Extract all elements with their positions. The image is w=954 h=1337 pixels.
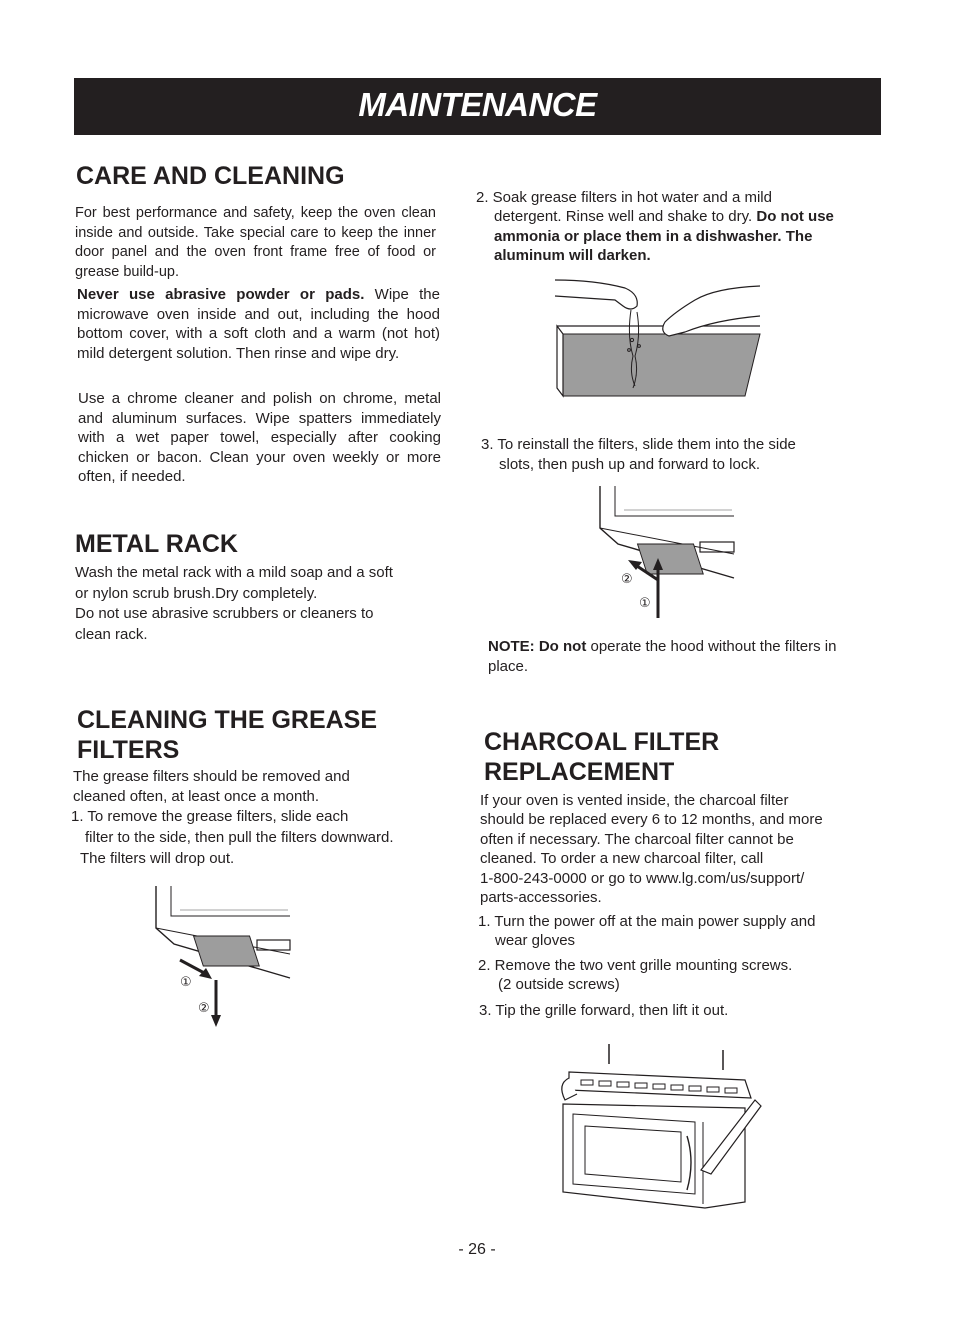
charcoal-contact-line: parts-accessories. xyxy=(480,889,602,906)
care-warning: Never use abrasive powder or pads. xyxy=(77,286,365,303)
charcoal-heading-line-2: REPLACEMENT xyxy=(484,758,675,786)
charcoal-step-1-line: 1. Turn the power off at the main power supply and xyxy=(478,913,816,930)
grease-heading-line-2: FILTERS xyxy=(77,736,180,764)
grease-intro-line: cleaned often, at least once a month. xyxy=(73,788,319,805)
charcoal-intro-line: often if necessary. The charcoal filter cannot be xyxy=(480,831,794,848)
step-marker-2: ② xyxy=(621,572,633,587)
charcoal-step-2-line: (2 outside screws) xyxy=(498,976,620,993)
note-label: NOTE: Do not xyxy=(488,638,587,655)
charcoal-heading-line-1: CHARCOAL FILTER xyxy=(484,728,720,756)
metal-rack-line: Wash the metal rack with a mild soap and a soft xyxy=(75,564,393,581)
charcoal-step-1-line: wear gloves xyxy=(495,932,576,949)
grease-step-1-line: filter to the side, then pull the filters downward. xyxy=(85,829,394,846)
metal-rack-heading: METAL RACK xyxy=(75,530,238,558)
title-banner xyxy=(74,78,881,135)
grease-step-1-line: The filters will drop out. xyxy=(80,850,235,867)
page-number: - 26 - xyxy=(458,1241,496,1258)
filter-note: NOTE: Do not operate the hood without the filters in place. xyxy=(488,638,837,675)
step-marker-2: ② xyxy=(198,1001,210,1016)
grease-intro-line: The grease filters should be removed and xyxy=(73,768,350,785)
step-marker-1: ① xyxy=(639,596,651,611)
grease-step-2-warning: Do not use ammonia or place them in a dishwasher. The aluminum will darken. xyxy=(494,208,834,265)
vent-grille-illustration xyxy=(555,1042,765,1212)
filter-removal-illustration xyxy=(150,882,290,1032)
care-heading: CARE AND CLEANING xyxy=(76,162,345,190)
care-paragraph-1: For best performance and safety, keep the oven clean inside and outside. Take special care to keep the inner door panel and the oven front frame free of food or grease build-up. xyxy=(75,205,436,280)
grease-step-1-line: 1. To remove the grease filters, slide each xyxy=(71,808,349,825)
grease-step-2-line: 2. Soak grease filters in hot water and a mild xyxy=(476,189,772,206)
grease-step-2-paragraph: detergent. Rinse well and shake to dry. Do not use ammonia or place them in a dishwasher. The aluminum will darken. xyxy=(494,208,834,265)
page-title: MAINTENANCE xyxy=(358,86,597,123)
care-paragraph-3: Use a chrome cleaner and polish on chrome, metal and aluminum surfaces. Wipe spatters immediately with a wet paper towel, especially after cooking chicken or bacon. Clean your oven weekly or more often, if needed. xyxy=(78,390,441,486)
charcoal-step-2-line: 2. Remove the two vent grille mounting screws. xyxy=(478,957,793,974)
charcoal-intro-line: cleaned. To order a new charcoal filter, call xyxy=(480,850,764,867)
charcoal-intro-line: If your oven is vented inside, the charcoal filter xyxy=(480,792,789,809)
grease-heading-line-1: CLEANING THE GREASE xyxy=(77,706,378,734)
grease-step-3-line: slots, then push up and forward to lock. xyxy=(499,456,760,473)
charcoal-intro-line: should be replaced every 6 to 12 months, and more xyxy=(480,811,823,828)
metal-rack-line: clean rack. xyxy=(75,626,148,643)
charcoal-step-3-line: 3. Tip the grille forward, then lift it out. xyxy=(479,1002,729,1019)
charcoal-contact-line: 1-800-243-0000 or go to www.lg.com/us/support/ xyxy=(480,870,805,887)
care-paragraph-2: Never use abrasive powder or pads. Wipe the microwave oven inside and out, including the hood bottom cover, with a soft cloth and a warm (not hot) mild detergent solution. Then rinse and wipe dry. xyxy=(77,286,440,362)
soak-filter-illustration xyxy=(555,276,760,398)
metal-rack-line: or nylon scrub brush.Dry completely. xyxy=(75,585,318,602)
metal-rack-line: Do not use abrasive scrubbers or cleaners to xyxy=(75,605,374,622)
filter-reinstall-illustration xyxy=(594,484,734,624)
step-marker-1: ① xyxy=(180,975,192,990)
grease-step-3-line: 3. To reinstall the filters, slide them into the side xyxy=(481,436,796,453)
